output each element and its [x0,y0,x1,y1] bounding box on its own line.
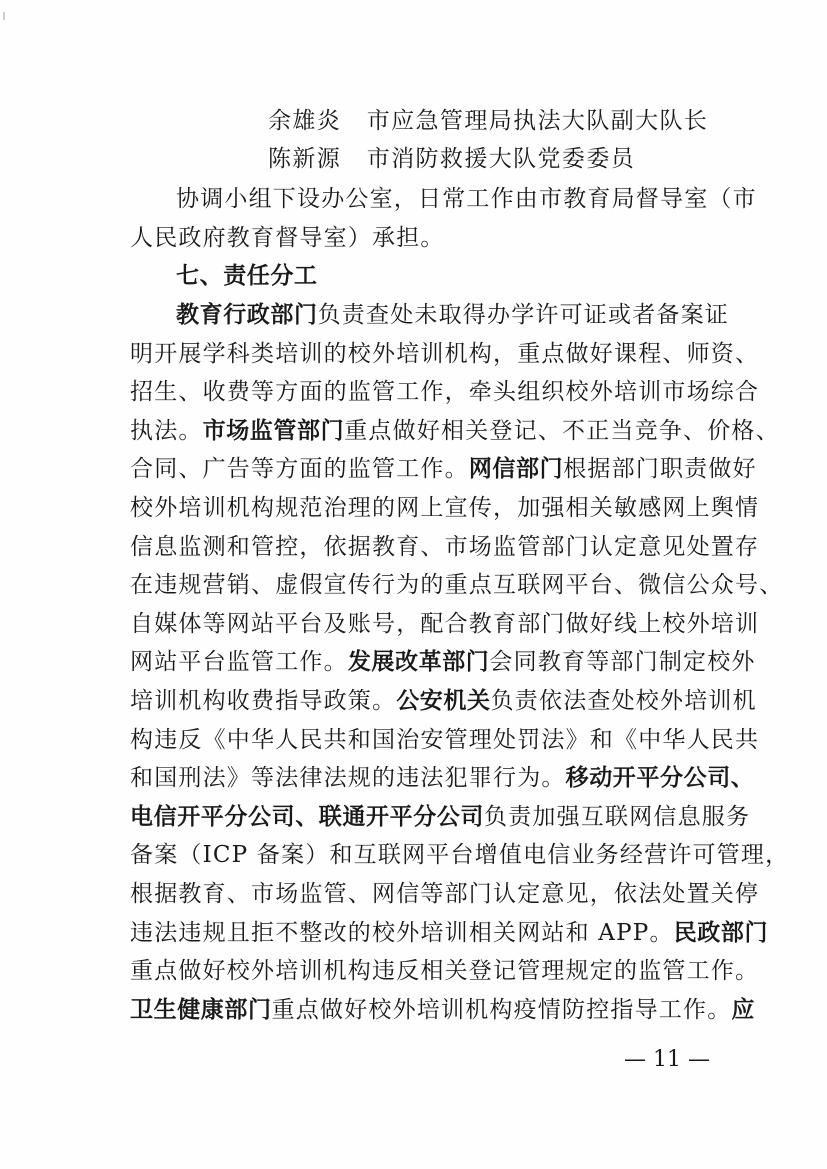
body-text: 根据部门职责做好 [563,456,757,482]
body-text: 备案（ICP 备案）和互联网平台增值电信业务经营许可管理， [130,842,790,868]
department-name: 电信开平分公司、联通开平分公司 [130,804,484,830]
body-line [130,570,784,600]
member-name: 余雄炎 [268,108,342,134]
body-line [130,416,780,446]
body-line [130,493,760,523]
department-name: 卫生健康部门 [130,997,272,1023]
body-text: 自媒体等网站平台及账号，配合教育部门做好线上校外培训 [130,611,760,637]
body-line [130,686,757,716]
body-text: 违法违规且拒不整改的校外培训相关网站和 APP。 [130,920,674,946]
body-text: 负责加强互联网信息服务 [484,804,751,830]
body-line [130,918,769,948]
body-text: 构违反《中华人民共和国治安管理处罚法》和《中华人民共 [130,727,760,753]
body-line [130,995,756,1025]
scan-mark [3,12,5,20]
member-title: 市应急管理局执法大队副大队长 [366,108,709,134]
body-line [130,609,760,639]
body-text: 在违规营销、虚假宣传行为的重点互联网平台、微信公众号、 [130,572,784,598]
department-name: 发展改革部门 [347,649,490,675]
body-text: 培训机构收费指导政策。 [130,688,397,714]
body-text: 重点做好校外培训机构违反相关登记管理规定的监管工作。 [130,958,760,984]
body-line [130,454,757,484]
body-text: 和国刑法》等法律法规的违法犯罪行为。 [130,765,566,791]
body-text: 负责依法查处校外培训机 [490,688,757,714]
body-text: 重点做好校外培训机构疫情防控指导工作。 [271,997,732,1023]
body-line [130,802,751,832]
body-text: 信息监测和管控，依据教育、市场监管部门认定意见处置存 [130,534,760,560]
page-number: — 11 — [624,1047,710,1072]
body-line [130,763,755,793]
member-name: 陈新源 [268,146,342,172]
body-text: 会同教育等部门制定校外 [489,649,756,675]
member-title: 市消防救援大队党委委员 [366,146,636,172]
body-line [176,300,730,330]
department-name: 网信部门 [468,456,564,482]
section-heading: 七、责任分工 [176,263,318,289]
body-text: 执法。 [130,418,203,444]
body-line [130,339,760,369]
office-paragraph-line-1: 协调小组下设办公室，日常工作由市教育局督导室（市 [176,186,757,212]
department-name: 应 [731,997,756,1023]
body-text: 重点做好相关登记、不正当竞争、价格、 [344,418,780,444]
body-line [130,647,756,677]
body-line [130,956,760,986]
department-name: 公安机关 [396,688,491,714]
body-text: 负责查处未取得办学许可证或者备案证 [317,302,730,328]
body-line [130,377,760,407]
body-line [130,879,760,909]
body-line [130,532,760,562]
body-text: 网站平台监管工作。 [130,649,348,675]
department-name: 教育行政部门 [176,302,318,328]
department-name: 市场监管部门 [202,418,345,444]
body-text: 合同、广告等方面的监管工作。 [130,456,469,482]
department-name: 移动开平分公司、 [565,765,755,791]
office-paragraph-line-2: 人民政府教育督导室）承担。 [130,225,445,251]
member-row [268,106,708,136]
body-text: 明开展学科类培训的校外培训机构，重点做好课程、师资、 [130,341,760,367]
body-line [130,725,760,755]
body-line [130,840,790,870]
body-text: 校外培训机构规范治理的网上宣传，加强相关敏感网上舆情 [130,495,760,521]
body-text: 招生、收费等方面的监管工作，牵头组织校外培训市场综合 [130,379,760,405]
department-name: 民政部门 [673,920,769,946]
member-row [268,144,635,174]
body-text: 根据教育、市场监管、网信等部门认定意见，依法处置关停 [130,881,760,907]
